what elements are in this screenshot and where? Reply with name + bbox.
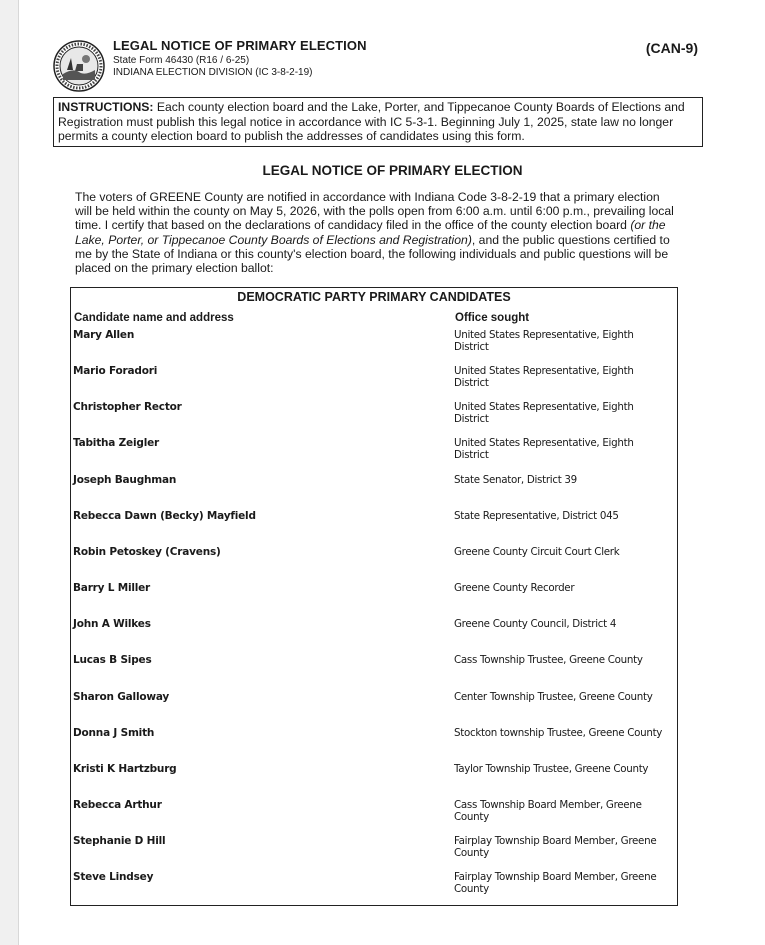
form-title: LEGAL NOTICE OF PRIMARY ELECTION <box>113 38 367 53</box>
candidate-name: Joseph Baughman <box>73 474 177 486</box>
office-sought: Stockton township Trustee, Greene County <box>454 727 663 739</box>
table-row <box>71 401 677 437</box>
office-sought: United States Representative, Eighth District <box>454 401 634 425</box>
form-number: State Form 46430 (R16 / 6-25) <box>113 55 250 66</box>
office-sought: Cass Township Board Member, Greene County <box>454 799 642 823</box>
table-row <box>71 727 677 763</box>
instructions-label: INSTRUCTIONS: <box>58 100 154 114</box>
candidate-name: John A Wilkes <box>73 618 151 630</box>
office-sought: Fairplay Township Board Member, Greene County <box>454 871 657 895</box>
office-sought: Greene County Circuit Court Clerk <box>454 546 620 558</box>
office-sought: United States Representative, Eighth District <box>454 329 634 353</box>
document-page <box>18 0 765 945</box>
table-row <box>71 618 677 654</box>
candidate-name: Kristi K Hartzburg <box>73 763 177 775</box>
instructions-text: Each county election board and the Lake, Porter, and Tippecanoe County Boards of Elections and Registration must publish this legal notice in accordance with IC 5-3-1. Beginning July 1, 2025, state law no longer permits a county election board to publish the addresses of candidates using this form. <box>58 100 685 143</box>
office-sought: Greene County Recorder <box>454 582 575 594</box>
candidate-name: Donna J Smith <box>73 727 155 739</box>
candidate-name: Steve Lindsey <box>73 871 154 883</box>
table-row <box>71 582 677 618</box>
office-sought: Center Township Trustee, Greene County <box>454 691 653 703</box>
candidate-name: Christopher Rector <box>73 401 182 413</box>
table-row <box>71 474 677 510</box>
instructions-box <box>53 97 703 147</box>
candidate-name: Stephanie D Hill <box>73 835 166 847</box>
table-row <box>71 510 677 546</box>
office-sought: United States Representative, Eighth District <box>454 365 634 389</box>
candidate-name: Tabitha Zeigler <box>73 437 159 449</box>
candidate-name: Rebecca Dawn (Becky) Mayfield <box>73 510 256 522</box>
table-row <box>71 365 677 401</box>
table-row <box>71 546 677 582</box>
office-sought: Fairplay Township Board Member, Greene County <box>454 835 657 859</box>
column-header-office: Office sought <box>455 312 530 324</box>
notice-body-italic: (or the Lake, Porter, or Tippecanoe County Boards of Elections and Registration) <box>75 218 666 247</box>
notice-body <box>75 190 675 275</box>
candidate-name: Lucas B Sipes <box>73 654 152 666</box>
table-row <box>71 799 677 835</box>
notice-body-part1: The voters of GREENE County are notified in accordance with Indiana Code 3-8-2-19 that a primary election will be held within the county on May 5, 2026, with the polls open from 6:00 a.m. until 6:00 p.m., prevailing local time. I certify that based on the declarations of candidacy filed in the office of the county election board <box>75 190 674 233</box>
column-header-name: Candidate name and address <box>74 312 234 324</box>
office-sought: United States Representative, Eighth District <box>454 437 634 461</box>
candidate-name: Barry L Miller <box>73 582 151 594</box>
indiana-state-seal-icon <box>53 40 105 92</box>
candidates-table <box>70 287 678 906</box>
candidate-name: Mario Foradori <box>73 365 158 377</box>
table-row <box>71 329 677 365</box>
form-code: (CAN-9) <box>645 40 698 56</box>
table-row <box>71 835 677 871</box>
candidate-name: Sharon Galloway <box>73 691 170 703</box>
party-heading: DEMOCRATIC PARTY PRIMARY CANDIDATES <box>237 290 511 304</box>
candidate-name: Mary Allen <box>73 329 135 341</box>
office-sought: Greene County Council, District 4 <box>454 618 617 630</box>
notice-heading: LEGAL NOTICE OF PRIMARY ELECTION <box>262 163 523 178</box>
table-row <box>71 437 677 473</box>
office-sought: Taylor Township Trustee, Greene County <box>454 763 649 775</box>
table-row <box>71 871 677 907</box>
table-row <box>71 654 677 690</box>
table-row <box>71 691 677 727</box>
office-sought: State Representative, District 045 <box>454 510 619 522</box>
office-sought: State Senator, District 39 <box>454 474 577 486</box>
office-sought: Cass Township Trustee, Greene County <box>454 654 643 666</box>
candidate-name: Robin Petoskey (Cravens) <box>73 546 221 558</box>
notice-body-part2: , and the public questions certified to me by the State of Indiana or this county's election board, the following individuals and public questions will be placed on the primary election ballot: <box>75 232 670 276</box>
candidate-name: Rebecca Arthur <box>73 799 162 811</box>
table-row <box>71 763 677 799</box>
election-division: INDIANA ELECTION DIVISION (IC 3-8-2-19) <box>113 67 313 78</box>
